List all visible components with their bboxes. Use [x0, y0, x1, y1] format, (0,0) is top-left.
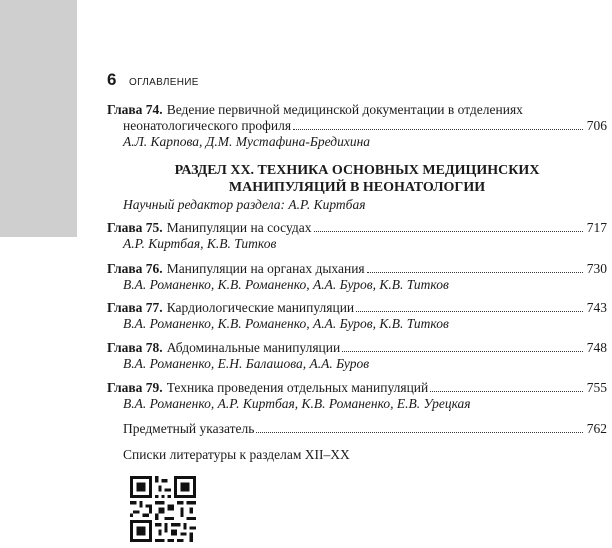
dot-leader: [367, 271, 583, 273]
page-number: 6: [107, 70, 117, 89]
dot-leader: [356, 310, 583, 312]
dot-leader: [342, 350, 583, 352]
chapter-authors: А.Р. Киртбая, К.В. Титков: [123, 236, 277, 251]
page-ref: 706: [586, 118, 607, 133]
toc-entry-79[interactable]: [107, 380, 607, 412]
page-ref: 748: [586, 340, 607, 355]
toc-entry-77[interactable]: [107, 300, 607, 332]
toc-entry-title-row: [107, 380, 607, 396]
chapter-title-cont: неонатологического профиля: [123, 118, 292, 133]
toc-entry-78[interactable]: [107, 340, 607, 372]
qr-code-icon[interactable]: [130, 476, 196, 542]
chapter-title: Кардиологические манипуляции: [166, 300, 355, 315]
toc-entry-title-row: [107, 447, 607, 463]
toc-entry-74[interactable]: [107, 102, 607, 150]
page-ref: 762: [586, 421, 607, 436]
chapter-title: Абдоминальные манипуляции: [166, 340, 341, 355]
page-ref: 717: [586, 220, 607, 235]
chapter-title: Техника проведения отдельных манипуляций: [166, 380, 429, 395]
toc-entry-title-row: [107, 102, 607, 118]
chapter-authors: А.Л. Карпова, Д.М. Мустафина-Бредихина: [123, 134, 371, 149]
chapter-number: Глава 77.: [107, 300, 163, 315]
chapter-authors: В.А. Романенко, А.Р. Киртбая, К.В. Романенко, Е.В. Урецкая: [123, 396, 471, 411]
chapter-number: Глава 76.: [107, 261, 163, 276]
dot-leader: [430, 390, 583, 392]
section-heading-line: РАЗДЕЛ XX. ТЕХНИКА ОСНОВНЫХ МЕДИЦИНСКИХ: [174, 163, 540, 178]
toc-entry-title-row: [107, 261, 607, 277]
running-head: ОГЛАВЛЕНИЕ: [129, 77, 199, 88]
dot-leader: [293, 128, 583, 130]
chapter-number: Глава 74.: [107, 102, 163, 117]
section-heading: [107, 162, 607, 196]
chapter-number: Глава 75.: [107, 220, 163, 235]
toc-entry-75[interactable]: [107, 220, 607, 252]
page-ref: 730: [586, 261, 607, 276]
chapter-number: Глава 79.: [107, 380, 163, 395]
chapter-authors: В.А. Романенко, К.В. Романенко, А.А. Буров, К.В. Титков: [123, 316, 449, 331]
index-label: Предметный указатель: [123, 421, 255, 436]
chapter-number: Глава 78.: [107, 340, 163, 355]
toc-entry-title-row: [107, 340, 607, 356]
toc-entry-title-row: [107, 220, 607, 236]
dot-leader: [314, 230, 583, 232]
gray-margin-tab: [0, 0, 77, 237]
chapter-authors: В.А. Романенко, К.В. Романенко, А.А. Буров, К.В. Титков: [123, 277, 449, 292]
chapter-title: Ведение первичной медицинской документации в отделениях: [166, 102, 523, 117]
chapter-title: Манипуляции на органах дыхания: [166, 261, 365, 276]
toc-entry-76[interactable]: [107, 261, 607, 293]
references-label: Списки литературы к разделам XII–XX: [123, 447, 350, 462]
chapter-title: Манипуляции на сосудах: [166, 220, 312, 235]
page-ref: 755: [586, 380, 607, 395]
toc-entry-title-row: [107, 300, 607, 316]
toc-entry-index[interactable]: [107, 421, 607, 437]
chapter-authors: В.А. Романенко, Е.Н. Балашова, А.А. Буров: [123, 356, 370, 371]
toc-entry-title-row: [107, 118, 607, 134]
dot-leader: [256, 431, 582, 433]
section-heading-line: МАНИПУЛЯЦИЙ В НЕОНАТОЛОГИИ: [228, 180, 486, 195]
toc-entry-references[interactable]: [107, 447, 607, 463]
page-ref: 743: [586, 300, 607, 315]
section-editor: Научный редактор раздела: А.Р. Киртбая: [123, 197, 366, 212]
toc-entry-title-row: [107, 421, 607, 437]
